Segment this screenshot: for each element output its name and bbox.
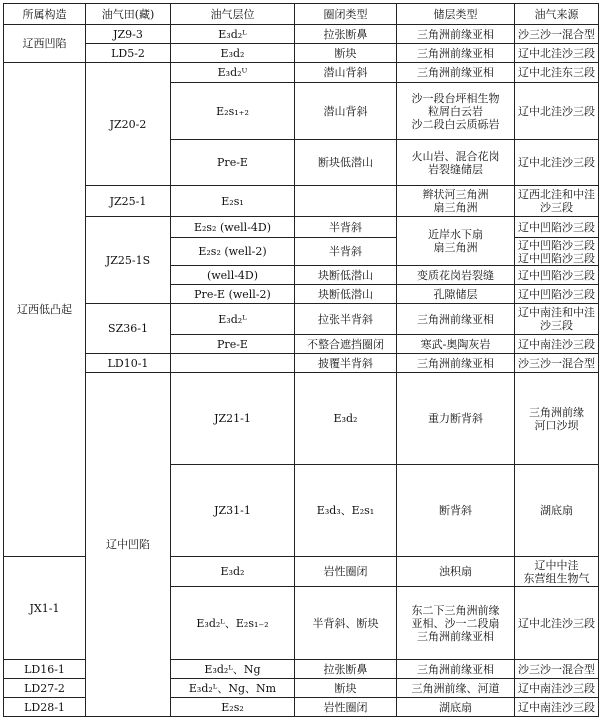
reservoir-cell: 湖底扇 bbox=[515, 465, 599, 557]
header-structure: 所属构造 bbox=[4, 4, 86, 25]
source-cell: 沙三沙一混合型 bbox=[515, 660, 599, 679]
trap-cell: 半背斜、断块 bbox=[295, 587, 397, 660]
layer-cell: E₃d₂ᴸ bbox=[171, 304, 295, 335]
table-row bbox=[4, 44, 599, 63]
reservoir-cell: 三角洲前缘亚相 bbox=[397, 354, 515, 373]
field-cell: JZ21-1 bbox=[171, 373, 295, 465]
source-cell: 辽中凹陷沙三段 bbox=[515, 217, 599, 238]
reservoir-cell: 东二下三角洲前缘 亚相、沙一二段扇 三角洲前缘亚相 bbox=[397, 587, 515, 660]
source-cell: 辽中凹陷沙三段 bbox=[515, 266, 599, 285]
reservoir-cell: 三角洲前缘亚相 bbox=[397, 44, 515, 63]
field-cell: LD5-2 bbox=[86, 44, 171, 63]
reservoir-cell: 沙一段台坪相生物 粒屑白云岩 沙二段白云质砾岩 bbox=[397, 83, 515, 140]
field-cell: SZ36-1 bbox=[86, 304, 171, 354]
source-cell: 辽中南洼沙三段 bbox=[515, 698, 599, 717]
trap-cell: 块断低潜山 bbox=[295, 285, 397, 304]
table-row bbox=[4, 304, 599, 335]
trap-cell: 拉张断鼻 bbox=[295, 25, 397, 44]
layer-cell: E₃d₂ bbox=[171, 44, 295, 63]
header-reservoir: 储层类型 bbox=[397, 4, 515, 25]
layer-cell: Pre-E bbox=[171, 140, 295, 186]
field-cell: LD28-1 bbox=[4, 698, 86, 717]
table-row bbox=[4, 63, 599, 83]
field-cell: LD16-1 bbox=[4, 660, 86, 679]
reservoir-cell: 浊积扇 bbox=[397, 557, 515, 587]
field-cell: LD27-2 bbox=[4, 679, 86, 698]
trap-cell: 半背斜 bbox=[295, 217, 397, 238]
field-cell: JZ25-1 bbox=[86, 186, 171, 217]
reservoir-cell: 近岸水下扇 扇三角洲 bbox=[397, 217, 515, 266]
region-cell: 辽西低凸起 bbox=[4, 63, 86, 557]
reservoir-cell: 孔隙储层 bbox=[397, 285, 515, 304]
region-cell: 辽中凹陷 bbox=[86, 373, 171, 717]
reservoir-cell: 三角洲前缘亚相 bbox=[397, 304, 515, 335]
layer-cell: E₂s₁₊₂ bbox=[171, 83, 295, 140]
reservoir-cell: 三角洲前缘亚相 bbox=[397, 63, 515, 83]
source-cell: 辽中中洼 东营组生物气 bbox=[515, 557, 599, 587]
layer-cell: E₃d₂ bbox=[171, 557, 295, 587]
source-cell: 辽中凹陷沙三段 辽中凹陷沙三段 bbox=[515, 238, 599, 266]
reservoir-cell: 三角洲前缘亚相 bbox=[397, 25, 515, 44]
reservoir-cell: 辫状河三角洲 扇三角洲 bbox=[397, 186, 515, 217]
table-row bbox=[4, 373, 599, 465]
trap-cell: 断块 bbox=[295, 679, 397, 698]
layer-cell: Pre-E bbox=[171, 335, 295, 354]
trap-cell: 断块 bbox=[295, 44, 397, 63]
source-cell: 辽中北洼沙三段 bbox=[515, 83, 599, 140]
reservoir-cell: 三角洲前缘 河口沙坝 bbox=[515, 373, 599, 465]
trap-cell: 半背斜 bbox=[295, 238, 397, 266]
layer-cell: E₃d₂ᴸ、Ng、Nm bbox=[171, 679, 295, 698]
layer-cell: E₂s₂ (well-4D) bbox=[171, 217, 295, 238]
source-cell: 辽中南洼沙三段 bbox=[515, 679, 599, 698]
header-source: 油气来源 bbox=[515, 4, 599, 25]
layer-cell bbox=[171, 354, 295, 373]
trap-cell: 重力断背斜 bbox=[397, 373, 515, 465]
source-cell: 辽中北洼沙三段 bbox=[515, 140, 599, 186]
reservoir-cell: 三角洲前缘亚相 bbox=[397, 660, 515, 679]
field-cell: LD10-1 bbox=[86, 354, 171, 373]
trap-cell: 断背斜 bbox=[397, 465, 515, 557]
field-cell: JX1-1 bbox=[4, 557, 86, 660]
layer-cell: E₃d₂ᴸ bbox=[171, 25, 295, 44]
trap-cell bbox=[295, 186, 397, 217]
layer-cell: (well-4D) bbox=[171, 266, 295, 285]
source-cell: 辽中凹陷沙三段 bbox=[515, 285, 599, 304]
header-trap: 圈闭类型 bbox=[295, 4, 397, 25]
table-row bbox=[4, 217, 599, 238]
field-cell: JZ25-1S bbox=[86, 217, 171, 304]
layer-cell: E₃d₂ᴸ、E₂s₁₋₂ bbox=[171, 587, 295, 660]
trap-cell: 断块低潜山 bbox=[295, 140, 397, 186]
header-row bbox=[4, 4, 599, 25]
table-row bbox=[4, 186, 599, 217]
trap-cell: 块断低潜山 bbox=[295, 266, 397, 285]
reservoir-cell: 湖底扇 bbox=[397, 698, 515, 717]
source-cell: 辽中北洼东三段 bbox=[515, 63, 599, 83]
layer-cell: E₂s₁ bbox=[171, 186, 295, 217]
trap-cell: 拉张断鼻 bbox=[295, 660, 397, 679]
header-field: 油气田(藏) bbox=[86, 4, 171, 25]
reservoir-cell: 寒武-奥陶灰岩 bbox=[397, 335, 515, 354]
trap-cell: 潜山背斜 bbox=[295, 83, 397, 140]
reservoir-cell: 变质花岗岩裂缝 bbox=[397, 266, 515, 285]
field-cell: JZ20-2 bbox=[86, 63, 171, 186]
oil-gas-field-table bbox=[3, 3, 599, 717]
layer-cell: Pre-E (well-2) bbox=[171, 285, 295, 304]
layer-cell: E₂s₂ bbox=[171, 698, 295, 717]
region-cell: 辽西凹陷 bbox=[4, 25, 86, 63]
source-cell: 辽中北洼沙三段 bbox=[515, 587, 599, 660]
layer-cell: E₃d₂ᵁ bbox=[171, 63, 295, 83]
trap-cell: 岩性圈闭 bbox=[295, 557, 397, 587]
reservoir-cell: 三角洲前缘、河道 bbox=[397, 679, 515, 698]
source-cell: 辽中北洼沙三段 bbox=[515, 44, 599, 63]
source-cell: 辽中南洼和中洼 沙三段 bbox=[515, 304, 599, 335]
reservoir-cell: 火山岩、混合花岗 岩裂缝储层 bbox=[397, 140, 515, 186]
layer-cell: E₃d₂ᴸ、Ng bbox=[171, 660, 295, 679]
trap-cell: 披覆半背斜 bbox=[295, 354, 397, 373]
data-table-sheet bbox=[3, 3, 598, 714]
table-row bbox=[4, 354, 599, 373]
field-cell: JZ9-3 bbox=[86, 25, 171, 44]
source-cell: 沙三沙一混合型 bbox=[515, 354, 599, 373]
source-cell: 沙三沙一混合型 bbox=[515, 25, 599, 44]
layer-cell: E₂s₂ (well-2) bbox=[171, 238, 295, 266]
table-row bbox=[4, 25, 599, 44]
trap-cell: 不整合遮挡圈闭 bbox=[295, 335, 397, 354]
trap-cell: 潜山背斜 bbox=[295, 63, 397, 83]
layer-cell: E₃d₂ bbox=[295, 373, 397, 465]
trap-cell: 岩性圈闭 bbox=[295, 698, 397, 717]
field-cell: JZ31-1 bbox=[171, 465, 295, 557]
layer-cell: E₃d₃、E₂s₁ bbox=[295, 465, 397, 557]
source-cell: 辽西北洼和中洼 沙三段 bbox=[515, 186, 599, 217]
trap-cell: 拉张半背斜 bbox=[295, 304, 397, 335]
header-layer: 油气层位 bbox=[171, 4, 295, 25]
source-cell: 辽中南洼沙三段 bbox=[515, 335, 599, 354]
